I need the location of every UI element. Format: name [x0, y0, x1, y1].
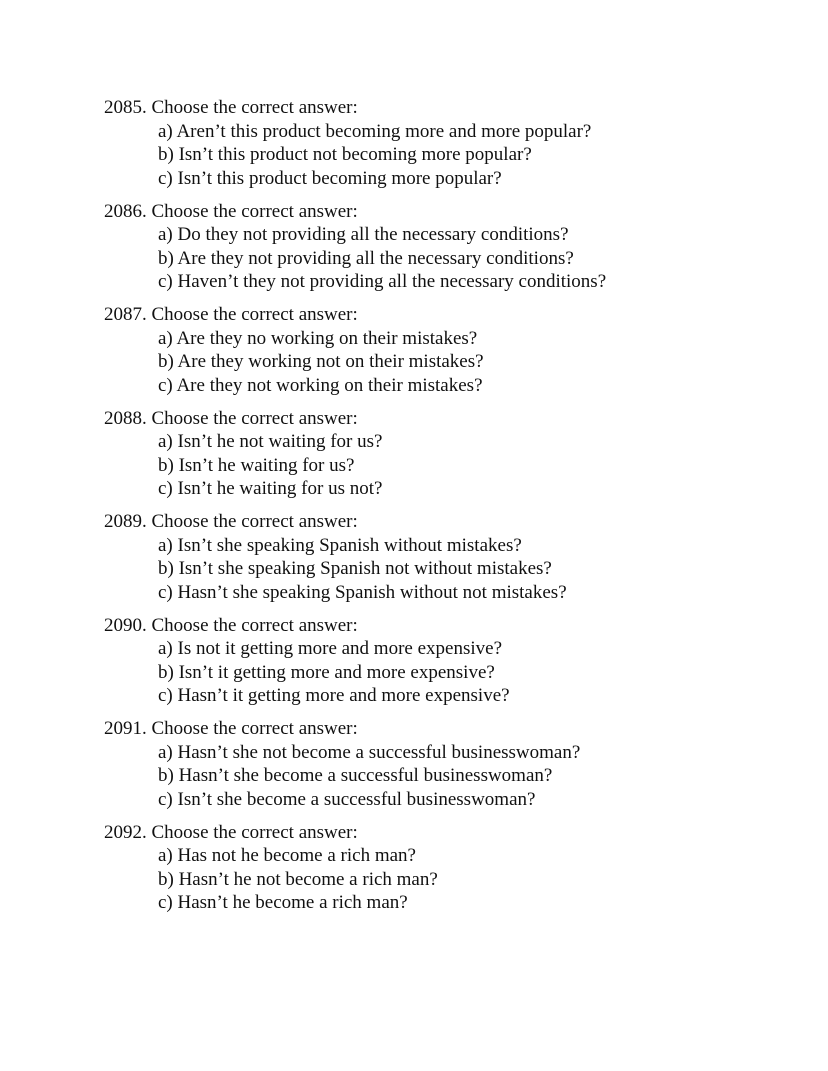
answer-option: c) Isn’t she become a successful businesswoman?	[158, 788, 536, 810]
answer-option: a) Are they no working on their mistakes?	[158, 327, 478, 349]
answer-option: b) Are they working not on their mistakes?	[158, 351, 484, 372]
question-prompt: Choose the correct answer:	[151, 97, 358, 118]
question-prompt: Choose the correct answer:	[151, 821, 358, 843]
question-block	[104, 200, 804, 294]
answer-option: c) Isn’t this product becoming more popular?	[158, 167, 502, 189]
answer-option: a) Isn’t she speaking Spanish without mistakes?	[158, 534, 522, 556]
question-header	[104, 510, 804, 534]
question-prompt: Choose the correct answer:	[151, 614, 358, 636]
question-block	[104, 717, 804, 811]
question-prompt: Choose the correct answer:	[151, 304, 358, 325]
answer-options	[104, 844, 804, 915]
answer-option: b) Are they not providing all the necessary conditions?	[158, 247, 574, 269]
question-block	[104, 407, 804, 501]
question-header	[104, 717, 804, 741]
answer-option: b) Isn’t he waiting for us?	[158, 454, 355, 476]
question-number: 2086.	[104, 200, 147, 222]
answer-option: a) Aren’t this product becoming more and more popular?	[158, 120, 592, 142]
answer-option: a) Is not it getting more and more expensive?	[158, 638, 503, 659]
answer-option: c) Hasn’t it getting more and more expensive?	[158, 685, 510, 706]
question-list	[104, 96, 804, 924]
answer-option: b) Isn’t she speaking Spanish not without mistakes?	[158, 558, 552, 579]
answer-options	[104, 534, 804, 605]
answer-option: c) Isn’t he waiting for us not?	[158, 478, 383, 499]
question-header	[104, 200, 804, 224]
question-block	[104, 303, 804, 397]
question-block	[104, 96, 804, 190]
question-block	[104, 614, 804, 708]
answer-options	[104, 223, 804, 294]
answer-option: c) Hasn’t she speaking Spanish without not mistakes?	[158, 581, 567, 603]
question-number: 2092.	[104, 821, 147, 843]
answer-options	[104, 327, 804, 398]
answer-option: b) Hasn’t she become a successful businesswoman?	[158, 765, 553, 786]
question-number: 2090.	[104, 614, 147, 636]
answer-options	[104, 637, 804, 708]
question-header	[104, 407, 804, 431]
question-header	[104, 96, 804, 120]
question-header	[104, 303, 804, 327]
answer-option: b) Hasn’t he not become a rich man?	[158, 868, 438, 890]
answer-option: b) Isn’t this product not becoming more popular?	[158, 144, 532, 165]
answer-option: c) Hasn’t he become a rich man?	[158, 892, 408, 913]
question-prompt: Choose the correct answer:	[151, 200, 358, 222]
question-header	[104, 821, 804, 845]
question-block	[104, 821, 804, 915]
answer-options	[104, 741, 804, 812]
answer-option: a) Isn’t he not waiting for us?	[158, 431, 383, 452]
answer-option: a) Hasn’t she not become a successful businesswoman?	[158, 741, 581, 763]
question-prompt: Choose the correct answer:	[151, 718, 358, 739]
answer-option: c) Are they not working on their mistakes?	[158, 374, 483, 396]
answer-option: a) Do they not providing all the necessary conditions?	[158, 224, 569, 245]
answer-options	[104, 120, 804, 191]
question-number: 2089.	[104, 511, 147, 532]
question-block	[104, 510, 804, 604]
question-prompt: Choose the correct answer:	[151, 511, 358, 532]
answer-options	[104, 430, 804, 501]
question-prompt: Choose the correct answer:	[151, 407, 358, 429]
question-number: 2085.	[104, 97, 147, 118]
question-number: 2087.	[104, 304, 147, 325]
question-number: 2091.	[104, 718, 147, 739]
answer-option: a) Has not he become a rich man?	[158, 845, 416, 866]
answer-option: c) Haven’t they not providing all the necessary conditions?	[158, 271, 607, 292]
answer-option: b) Isn’t it getting more and more expensive?	[158, 661, 495, 683]
question-number: 2088.	[104, 407, 147, 429]
question-header	[104, 614, 804, 638]
